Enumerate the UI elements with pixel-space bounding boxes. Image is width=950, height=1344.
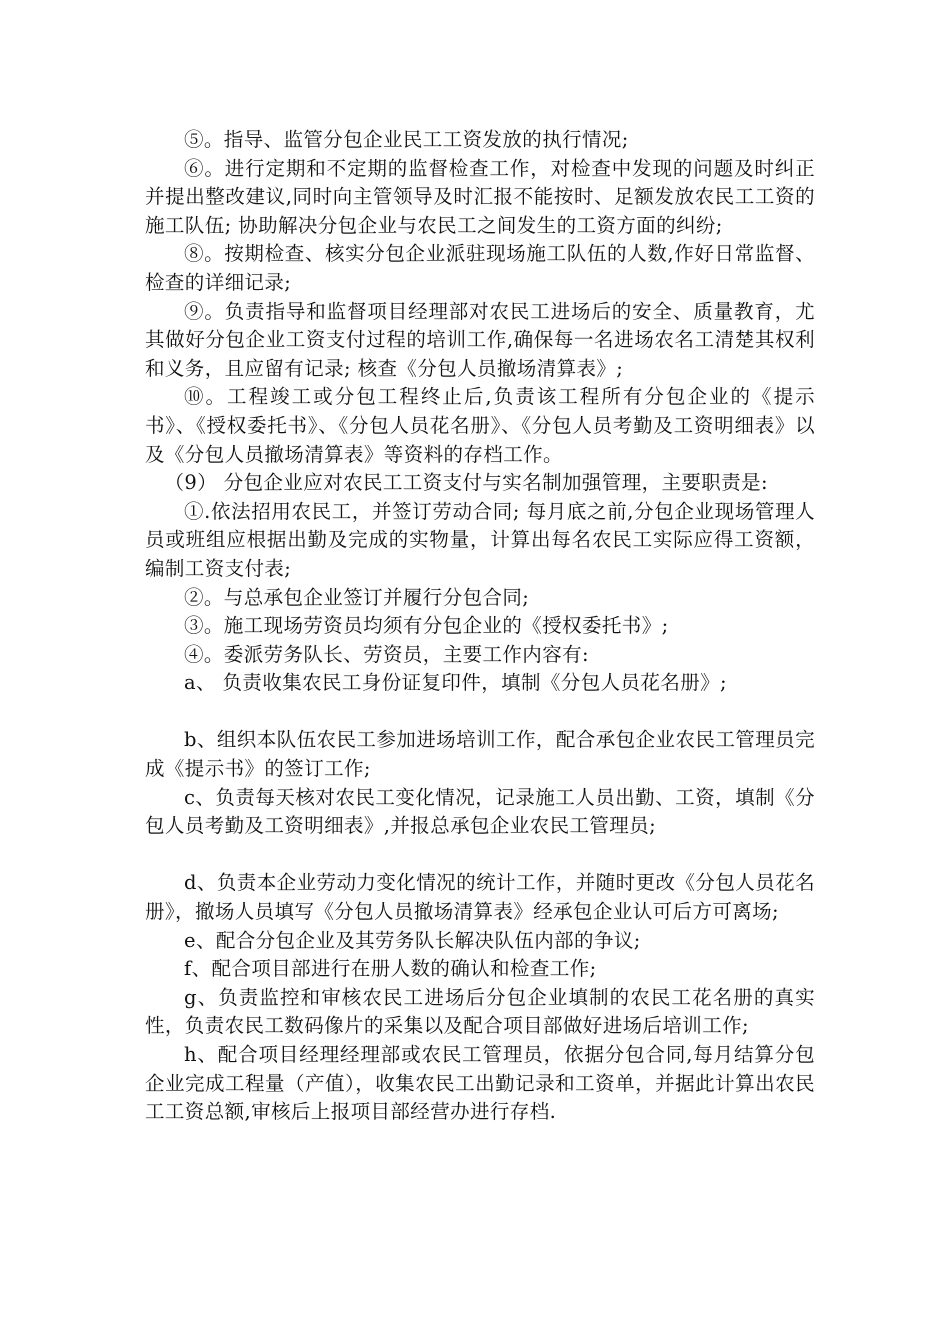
paragraph-spacer xyxy=(145,698,815,727)
sub-item-h: h、配合项目经理经理部或农民工管理员，依据分包合同,每月结算分包企业完成工程量（产值），收集农民工出勤记录和工资单，并据此计算出农民工工资总额,审核后上报项目部经营办进行存档. xyxy=(145,1043,815,1124)
section-heading-9: （9） 分包企业应对农民工工资支付与实名制加强管理，主要职责是: xyxy=(164,471,768,495)
paragraph-item-8: ⑧。按期检查、核实分包企业派驻现场施工队伍的人数,作好日常监督、检查的详细记录; xyxy=(145,242,815,294)
duty-item-4: ④。委派劳务队长、劳资员，主要工作内容有: xyxy=(184,642,589,666)
sub-item-g: g、负责监控和审核农民工进场后分包企业填制的农民工花名册的真实性，负责农民工数码像片的采集以及配合项目部做好进场后培训工作; xyxy=(145,985,815,1038)
paragraph-spacer xyxy=(145,841,815,870)
paragraph-item-5: ⑤。指导、监管分包企业民工工资发放的执行情况; xyxy=(184,128,629,151)
sub-item-f: f、配合项目部进行在册人数的确认和检查工作; xyxy=(184,957,597,981)
duty-item-3: ③。施工现场劳资员均须有分包企业的《授权委托书》; xyxy=(184,614,669,638)
sub-item-d: d、负责本企业劳动力变化情况的统计工作，并随时更改《分包人员花名册》，撤场人员填写《分包人员撤场清算表》经承包企业认可后方可离场; xyxy=(145,871,815,924)
paragraph-item-6: ⑥。进行定期和不定期的监督检查工作，对检查中发现的问题及时纠正并提出整改建议,同时向主管领导及时汇报不能按时、足额发放农民工工资的施工队伍; 协助解决分包企业与农民工之间发生的工资方面的纠纷; xyxy=(145,156,815,237)
document-body xyxy=(145,126,815,1127)
sub-item-c: c、负责每天核对农民工变化情况，记录施工人员出勤、工资，填制《分包人员考勤及工资明细表》,并报总承包企业农民工管理员; xyxy=(145,785,815,838)
duty-item-2: ②。与总承包企业签订并履行分包合同; xyxy=(184,585,530,609)
sub-item-b: b、组织本队伍农民工参加进场培训工作，配合承包企业农民工管理员完成《提示书》的签订工作; xyxy=(145,728,815,781)
sub-item-e: e、配合分包企业及其劳务队长解决队伍内部的争议; xyxy=(184,928,641,952)
sub-item-a: a、 负责收集农民工身份证复印件，填制《分包人员花名册》; xyxy=(184,671,727,695)
paragraph-item-9: ⑨。负责指导和监督项目经理部对农民工进场后的安全、质量教育，尤其做好分包企业工资支付过程的培训工作,确保每一名进场农名工清楚其权利和义务，且应留有记录; 核查《分包人员撤场清算表》; xyxy=(145,299,815,380)
duty-item-1: ①.依法招用农民工，并签订劳动合同; 每月底之前,分包企业现场管理人员或班组应根据出勤及完成的实物量，计算出每名农民工实际应得工资额，编制工资支付表; xyxy=(145,499,815,580)
paragraph-item-10: ⑩。工程竣工或分包工程终止后,负责该工程所有分包企业的《提示书》、《授权委托书》、《分包人员花名册》、《分包人员考勤及工资明细表》以及《分包人员撤场清算表》等资料的存档工作。 xyxy=(145,385,815,466)
